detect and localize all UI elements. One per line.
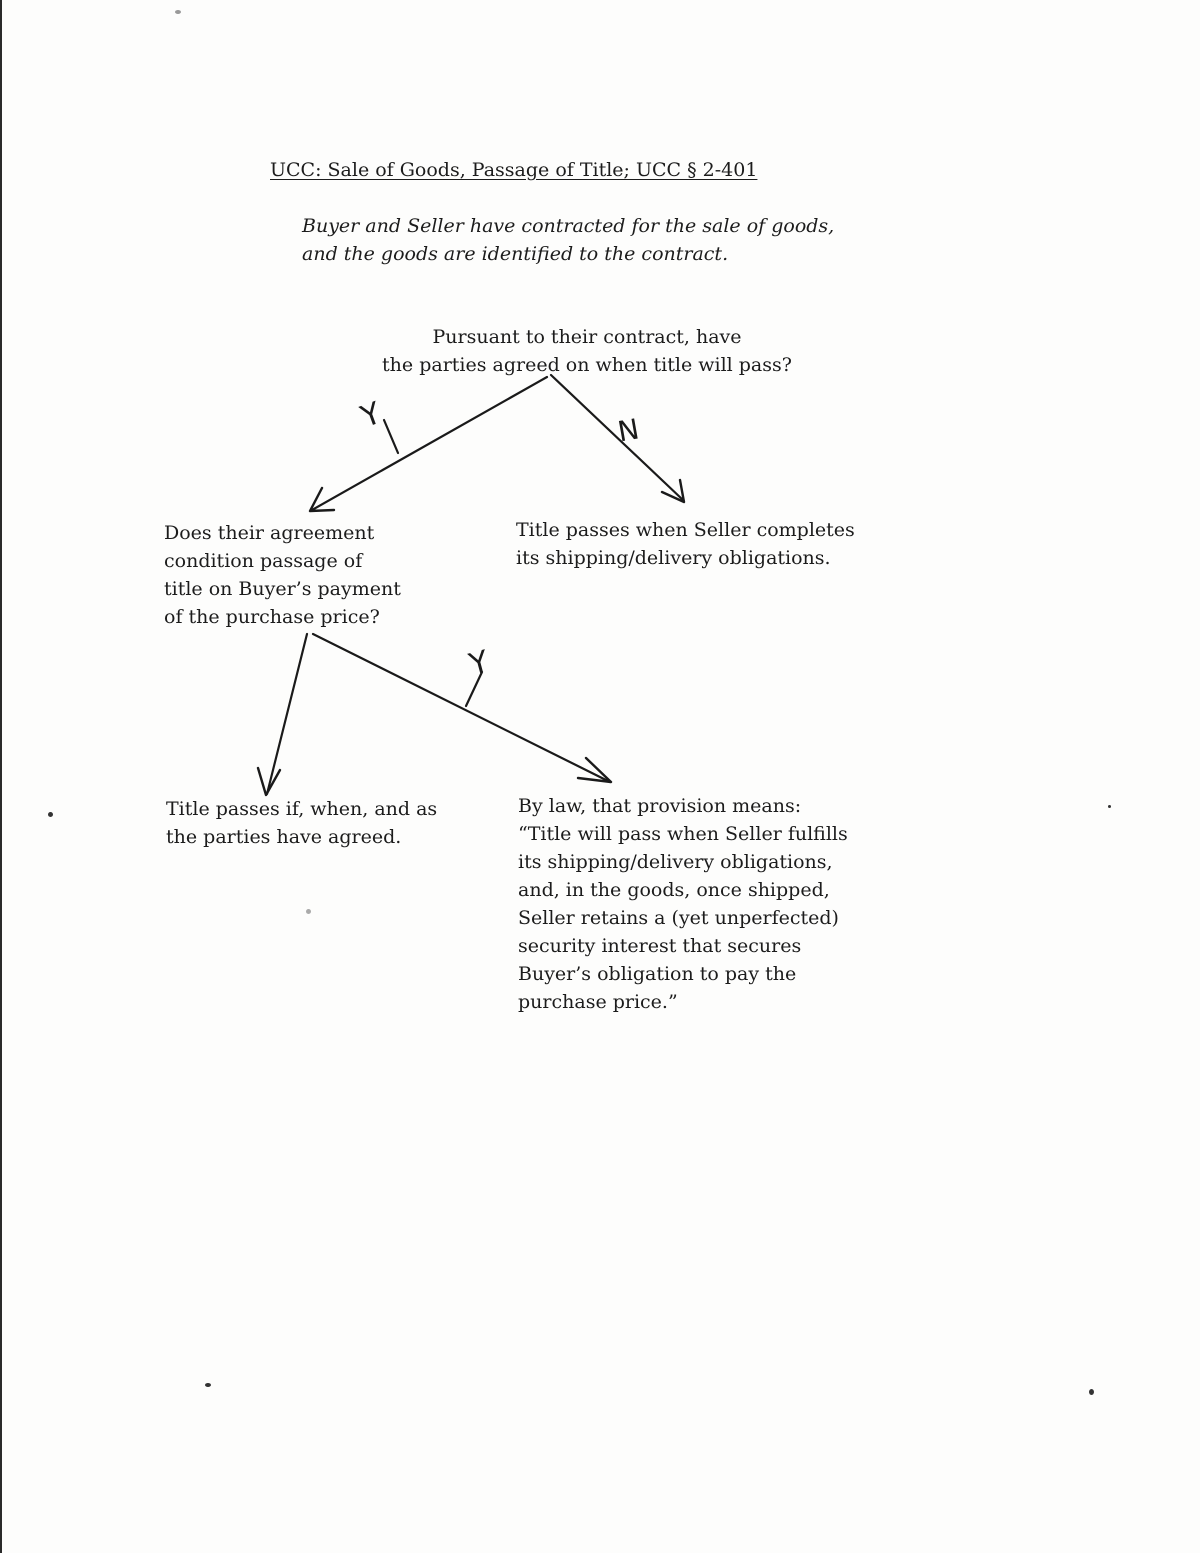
edge-label-q2-yes: Y (465, 644, 493, 683)
question-title-agreement: Pursuant to their contract, have the parties agreed on when title will pass? (382, 326, 792, 376)
arrowhead-q2-yes (578, 758, 611, 782)
label-stroke-y1 (384, 420, 398, 453)
page-title: UCC: Sale of Goods, Passage of Title; UCC § 2-401 (270, 159, 758, 181)
scan-speck (306, 909, 311, 914)
outcome-as-agreed: Title passes if, when, and as the parties have agreed. (166, 798, 438, 848)
edge-q2-yes (313, 634, 610, 782)
edge-q2-no (267, 634, 307, 794)
edge-label-q1-yes: Y (356, 395, 386, 436)
outcome-shipping-delivery: Title passes when Seller completes its shipping/delivery obligations. (516, 519, 855, 569)
premise-text: Buyer and Seller have contracted for the sale of goods, and the goods are identified to the contract. (302, 215, 835, 265)
edge-q1-no (551, 375, 683, 500)
scan-speck (1089, 1389, 1094, 1395)
edge-label-q1-no: N (615, 412, 642, 449)
outcome-security-interest: By law, that provision means: “Title will pass when Seller fulfills its shipping/delivery obligations, and, in the goods, once shipped, Seller retains a (yet unperfected) security interest that secures Buyer’s obligation to pay the purchase price.” (518, 795, 848, 1013)
scan-speck (1108, 805, 1111, 808)
edge-q1-yes (312, 377, 547, 510)
scan-speck (205, 1383, 211, 1387)
scan-speck (175, 10, 181, 14)
scan-speck (48, 812, 53, 817)
question-payment-condition: Does their agreement condition passage of title on Buyer’s payment of the purchase price? (164, 522, 401, 628)
